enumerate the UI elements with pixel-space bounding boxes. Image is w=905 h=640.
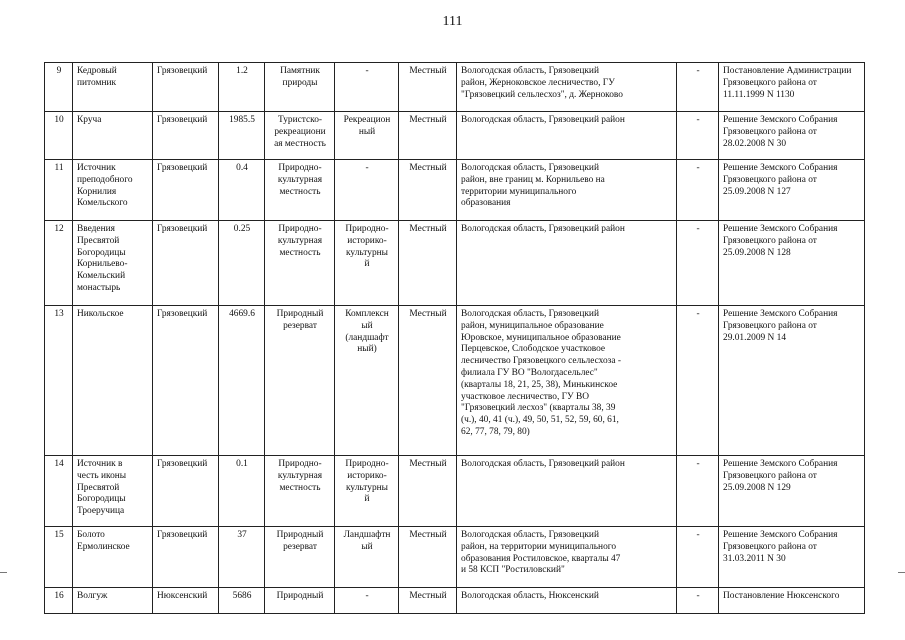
table-row: [45, 63, 865, 112]
table-row: [45, 112, 865, 160]
legal-document: Решение Земского Собрания Грязовецкого района от 25.09.2008 N 128: [719, 221, 865, 306]
profile: -: [335, 63, 399, 112]
location: Вологодская область, Грязовецкий район, муниципальное образование Юровское, муниципальное образование Перцевское, Слободское участковое лесничество Грязовецкого сельлесхоза - филиала ГУ ВО "Вологдасельлес" (кварталы 18, 21, 25, 38), Минькинское участковое лесничество, ГУ ВО "Грязовецкий лесхоз" (кварталы 38, 39 (ч.), 40, 41 (ч.), 49, 50, 51, 52, 59, 60, 61, 62, 77, 78, 79, 80): [457, 306, 677, 456]
location: Вологодская область, Грязовецкий район: [457, 456, 677, 527]
significance: Местный: [399, 112, 457, 160]
district: Грязовецкий: [153, 63, 219, 112]
legal-document: Постановление Нюксенского: [719, 588, 865, 614]
table-row: [45, 527, 865, 588]
table-row: [45, 456, 865, 527]
protected-areas-table: [44, 62, 865, 614]
location: Вологодская область, Грязовецкий район, на территории муниципального образования Ростиловское, кварталы 47 и 58 КСП "Ростиловский": [457, 527, 677, 588]
area: 0.4: [219, 160, 265, 221]
row-number: 11: [45, 160, 73, 221]
category: Природный резерват: [265, 527, 335, 588]
district: Нюксенский: [153, 588, 219, 614]
object-name: Никольское: [73, 306, 153, 456]
profile: Ландшафтн ый: [335, 527, 399, 588]
category: Природный резерват: [265, 306, 335, 456]
category: Памятник природы: [265, 63, 335, 112]
location: Вологодская область, Грязовецкий район: [457, 221, 677, 306]
extra: -: [677, 588, 719, 614]
extra: -: [677, 160, 719, 221]
district: Грязовецкий: [153, 221, 219, 306]
area: 1985.5: [219, 112, 265, 160]
profile: Комплексн ый (ландшафт ный): [335, 306, 399, 456]
category: Природный: [265, 588, 335, 614]
legal-document: Решение Земского Собрания Грязовецкого района от 31.03.2011 N 30: [719, 527, 865, 588]
district: Грязовецкий: [153, 527, 219, 588]
district: Грязовецкий: [153, 112, 219, 160]
table-row: [45, 588, 865, 614]
object-name: Круча: [73, 112, 153, 160]
object-name: Кедровый питомник: [73, 63, 153, 112]
significance: Местный: [399, 221, 457, 306]
extra: -: [677, 112, 719, 160]
extra: -: [677, 221, 719, 306]
profile: -: [335, 160, 399, 221]
location: Вологодская область, Грязовецкий район: [457, 112, 677, 160]
location: Вологодская область, Грязовецкий район, вне границ м. Корнильево на территории муниципального образования: [457, 160, 677, 221]
profile: -: [335, 588, 399, 614]
row-number: 12: [45, 221, 73, 306]
object-name: Введения Пресвятой Богородицы Корнильево- Комельский монастырь: [73, 221, 153, 306]
extra: -: [677, 63, 719, 112]
table-row: [45, 221, 865, 306]
district: Грязовецкий: [153, 456, 219, 527]
legal-document: Постановление Администрации Грязовецкого района от 11.11.1999 N 1130: [719, 63, 865, 112]
legal-document: Решение Земского Собрания Грязовецкого района от 28.02.2008 N 30: [719, 112, 865, 160]
table-row: [45, 160, 865, 221]
significance: Местный: [399, 527, 457, 588]
area: 37: [219, 527, 265, 588]
area: 4669.6: [219, 306, 265, 456]
area: 5686: [219, 588, 265, 614]
legal-document: Решение Земского Собрания Грязовецкого района от 29.01.2009 N 14: [719, 306, 865, 456]
row-number: 13: [45, 306, 73, 456]
row-number: 16: [45, 588, 73, 614]
district: Грязовецкий: [153, 160, 219, 221]
profile: Природно- историко- культурны й: [335, 221, 399, 306]
extra: -: [677, 456, 719, 527]
category: Туристско- рекреациони ая местность: [265, 112, 335, 160]
object-name: Источник преподобного Корнилия Комельского: [73, 160, 153, 221]
object-name: Болото Ермолинское: [73, 527, 153, 588]
location: Вологодская область, Грязовецкий район, Жерноковское лесничество, ГУ "Грязовецкий сельлесхоз", д. Жерноково: [457, 63, 677, 112]
significance: Местный: [399, 63, 457, 112]
extra: -: [677, 306, 719, 456]
significance: Местный: [399, 160, 457, 221]
legal-document: Решение Земского Собрания Грязовецкого района от 25.09.2008 N 129: [719, 456, 865, 527]
area: 0.25: [219, 221, 265, 306]
object-name: Источник в честь иконы Пресвятой Богородицы Троеручица: [73, 456, 153, 527]
row-number: 15: [45, 527, 73, 588]
district: Грязовецкий: [153, 306, 219, 456]
row-number: 10: [45, 112, 73, 160]
object-name: Волгуж: [73, 588, 153, 614]
category: Природно- культурная местность: [265, 456, 335, 527]
significance: Местный: [399, 456, 457, 527]
area: 0.1: [219, 456, 265, 527]
significance: Местный: [399, 588, 457, 614]
profile: Рекреацион ный: [335, 112, 399, 160]
legal-document: Решение Земского Собрания Грязовецкого района от 25.09.2008 N 127: [719, 160, 865, 221]
category: Природно- культурная местность: [265, 221, 335, 306]
category: Природно- культурная местность: [265, 160, 335, 221]
page-number: 111: [442, 14, 463, 29]
significance: Местный: [399, 306, 457, 456]
row-number: 14: [45, 456, 73, 527]
row-number: 9: [45, 63, 73, 112]
extra: -: [677, 527, 719, 588]
profile: Природно- историко- культурны й: [335, 456, 399, 527]
area: 1.2: [219, 63, 265, 112]
location: Вологодская область, Нюксенский: [457, 588, 677, 614]
edge-mark-left: [0, 572, 7, 573]
table-row: [45, 306, 865, 456]
edge-mark-right: [898, 572, 905, 573]
